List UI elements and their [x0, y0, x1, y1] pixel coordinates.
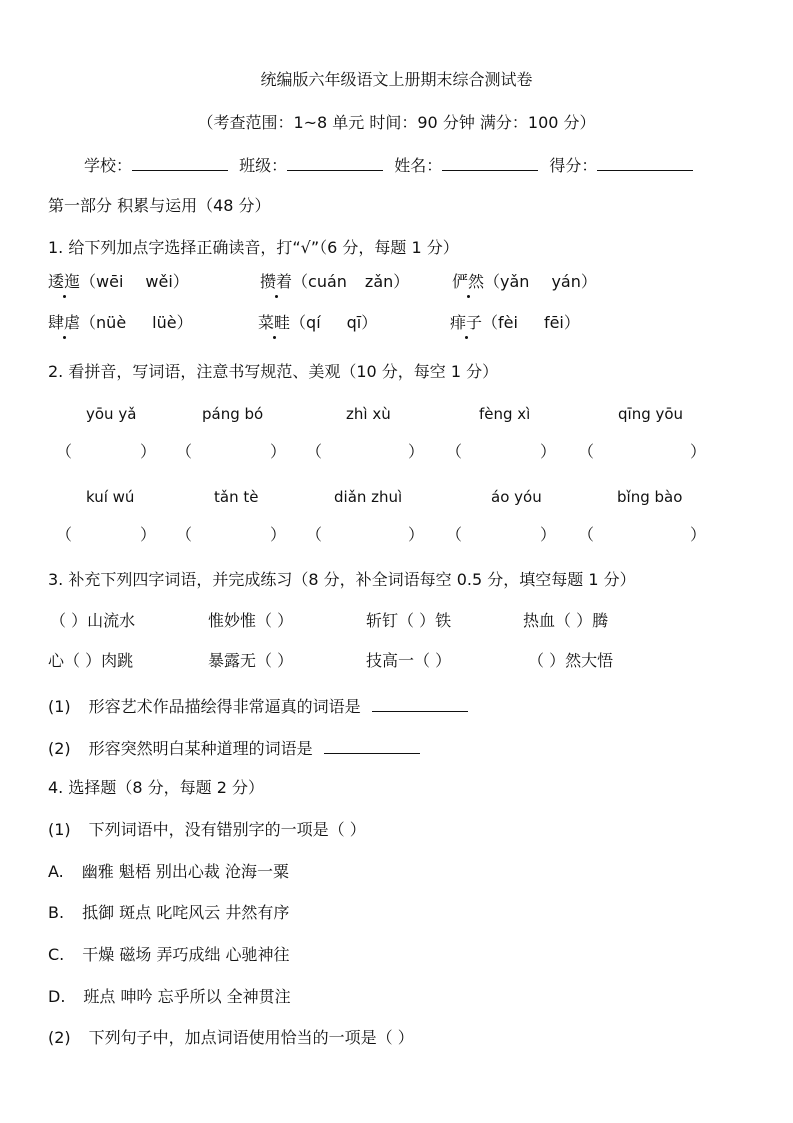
- q1-item: 逶迤（wēi wěi）: [48, 272, 189, 291]
- q1-option-b[interactable]: wěi: [145, 272, 173, 291]
- q1-option-b[interactable]: zǎn: [364, 272, 394, 291]
- school-field[interactable]: [132, 154, 228, 171]
- q3-idiom: 热血（ ）腾: [523, 611, 609, 630]
- q1-word: 菜畦: [258, 313, 291, 332]
- q3-idiom: （ ）然大悟: [528, 651, 614, 670]
- q3-idiom: 斩钉（ ）铁: [366, 611, 452, 630]
- q4-option-b[interactable]: B. 抵御 斑点 叱咤风云 井然有序: [48, 903, 290, 922]
- q2-pinyin: qīng yōu: [618, 405, 684, 423]
- q3-idiom: 惟妙惟（ ）: [208, 611, 294, 630]
- q2-answer-row: （ ） （ ） （ ） （ ） （ ）: [56, 525, 707, 544]
- part1-heading: 第一部分 积累与运用（48 分）: [48, 196, 271, 215]
- class-field[interactable]: [287, 154, 383, 171]
- q1-word: 俨然: [452, 272, 485, 291]
- q2-pinyin: fèng xì: [479, 405, 531, 423]
- q4-sub2: (2) 下列句子中，加点词语使用恰当的一项是（ ）: [48, 1028, 414, 1047]
- q3-sub1: (1) 形容艺术作品描绘得非常逼真的词语是: [48, 695, 468, 717]
- info-line: [84, 154, 693, 176]
- q1-option-a[interactable]: fèi: [498, 313, 518, 332]
- q4-option-a[interactable]: A. 幽雅 魁梧 别出心裁 沧海一粟: [48, 862, 290, 881]
- school-label: 学校：: [84, 156, 133, 175]
- name-label: 姓名：: [394, 156, 443, 175]
- q1-option-a[interactable]: yǎn: [500, 272, 530, 291]
- q2-pinyin: kuí wú: [86, 488, 135, 506]
- q1-item: 攒着（cuán zǎn）: [260, 272, 410, 291]
- q1-item: 痱子（fèi fēi）: [450, 313, 580, 332]
- q3-sub2-answer[interactable]: [324, 737, 420, 754]
- exam-title: 统编版六年级语文上册期末综合测试卷: [260, 70, 533, 89]
- q1-heading: 1. 给下列加点字选择正确读音，打“√”（6 分，每题 1 分）: [48, 238, 459, 257]
- q1-word: 攒着: [260, 272, 293, 291]
- class-label: 班级：: [239, 156, 288, 175]
- q3-idiom: （ ）山流水: [50, 611, 136, 630]
- q1-item: 俨然（yǎn yán）: [452, 272, 597, 291]
- exam-subtitle: （考查范围：1~8 单元 时间：90 分钟 满分：100 分）: [197, 113, 596, 132]
- q2-pinyin: áo yóu: [491, 488, 542, 506]
- q3-idiom: 心（ ）肉跳: [48, 651, 134, 670]
- q1-option-b[interactable]: fēi: [543, 313, 564, 332]
- q4-heading: 4. 选择题（8 分，每题 2 分）: [48, 778, 264, 797]
- q3-sub2: (2) 形容突然明白某种道理的词语是: [48, 737, 420, 759]
- q1-option-a[interactable]: nüè: [96, 313, 127, 332]
- q2-answer-row: （ ） （ ） （ ） （ ） （ ）: [56, 442, 707, 461]
- q1-item: 菜畦（qí qī）: [258, 313, 378, 332]
- score-label: 得分：: [549, 156, 598, 175]
- q4-option-c[interactable]: C. 干燥 磁场 弄巧成绌 心驰神往: [48, 945, 290, 964]
- q1-word: 逶迤: [48, 272, 81, 291]
- q2-pinyin: diǎn zhuì: [334, 488, 403, 506]
- q2-pinyin: tǎn tè: [214, 488, 259, 506]
- score-field[interactable]: [597, 154, 693, 171]
- q2-pinyin: páng bó: [202, 405, 264, 423]
- q4-sub1: (1) 下列词语中，没有错别字的一项是（ ）: [48, 820, 366, 839]
- q3-heading: 3. 补充下列四字词语，并完成练习（8 分，补全词语每空 0.5 分，填空每题 1 分）: [48, 570, 636, 589]
- q1-word: 痱子: [450, 313, 483, 332]
- q2-pinyin: bǐng bào: [617, 488, 683, 506]
- q4-option-d[interactable]: D. 班点 呻吟 忘乎所以 全神贯注: [48, 987, 291, 1006]
- q2-pinyin: zhì xù: [346, 405, 391, 423]
- q1-word: 肆虐: [48, 313, 81, 332]
- q2-pinyin: yōu yǎ: [86, 405, 137, 423]
- q1-item: 肆虐（nüè lüè）: [48, 313, 193, 332]
- q1-option-b[interactable]: yán: [551, 272, 581, 291]
- name-field[interactable]: [442, 154, 538, 171]
- q3-idiom: 技高一（ ）: [366, 651, 452, 670]
- q1-option-b[interactable]: qī: [346, 313, 362, 332]
- q1-option-a[interactable]: cuán: [308, 272, 347, 291]
- q1-option-b[interactable]: lüè: [152, 313, 177, 332]
- q3-idiom: 暴露无（ ）: [208, 651, 294, 670]
- q2-heading: 2. 看拼音，写词语，注意书写规范、美观（10 分，每空 1 分）: [48, 362, 499, 381]
- q1-option-a[interactable]: wēi: [96, 272, 124, 291]
- q1-option-a[interactable]: qí: [306, 313, 321, 332]
- q3-sub1-answer[interactable]: [372, 695, 468, 712]
